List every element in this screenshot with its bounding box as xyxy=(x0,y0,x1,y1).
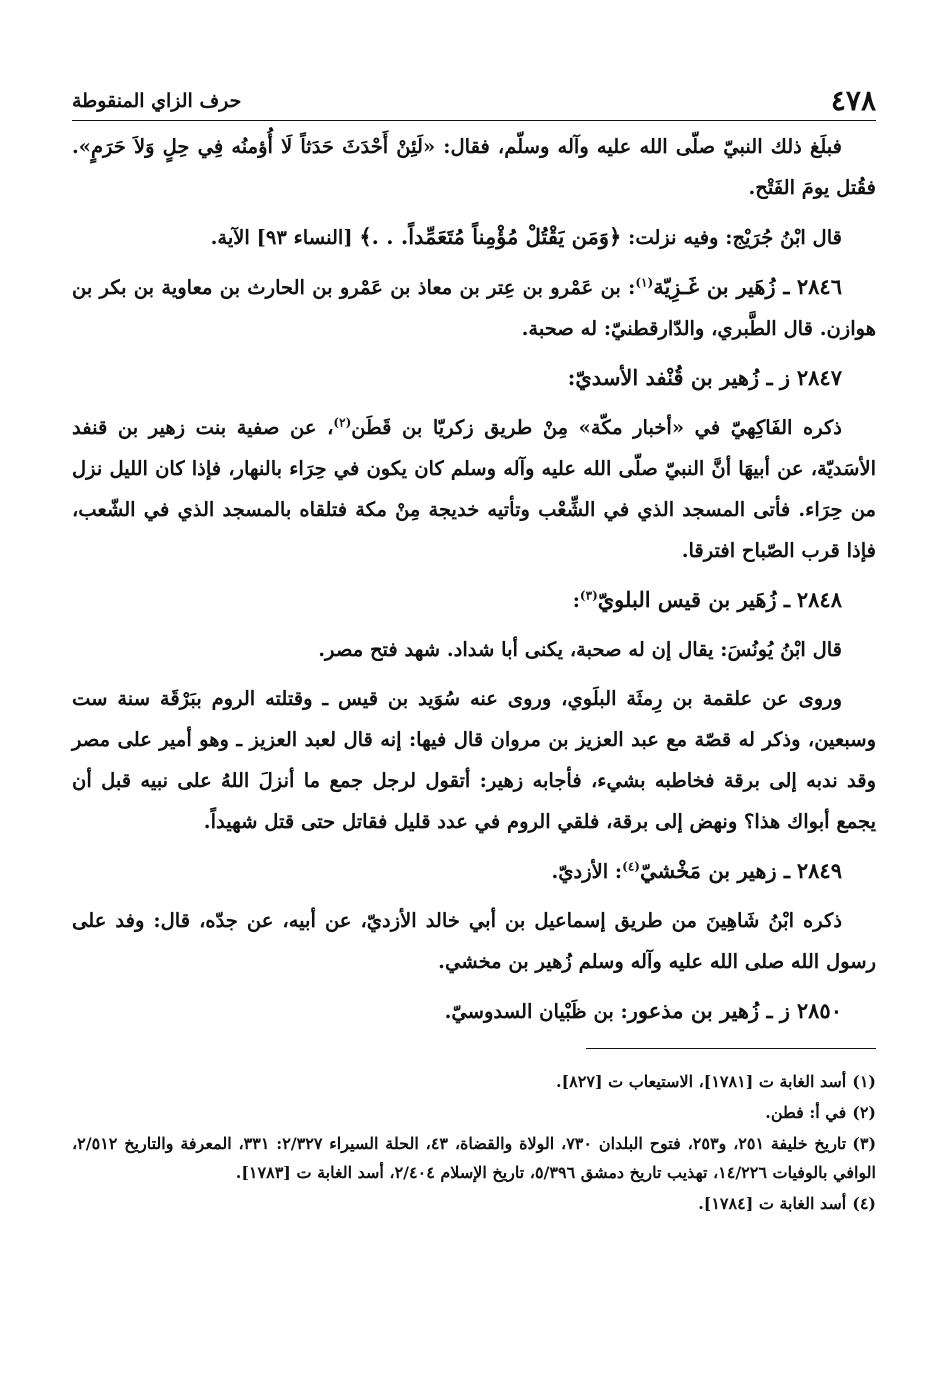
paragraph-2-ref: [النساء ٩٣] الآية. xyxy=(210,226,360,249)
entry-number: ٢٨٥٠ xyxy=(796,998,842,1023)
paragraph-6: ذكره ابْنُ شَاهِينَ من طريق إسماعيل بن أبي خالد الأزديّ، عن أبيه، عن جدّه، قال: وفد على رسول الله صلى الله عليه وآله وسلم زُهير بن مخشي. xyxy=(72,909,876,973)
entry-number: ٢٨٤٧ xyxy=(796,365,842,390)
footnote-1 xyxy=(72,1067,876,1096)
paragraph-3 xyxy=(72,407,876,571)
entry-number: ٢٨٤٦ xyxy=(796,274,842,299)
footnote-ref: (٤) xyxy=(622,859,640,874)
entry-name: ز ـ زُهير بن مذعور xyxy=(627,998,791,1023)
footnote-rule xyxy=(586,1048,876,1049)
entry-2846 xyxy=(72,266,876,349)
running-head: حرف الزاي المنقوطة xyxy=(72,90,242,112)
entry-text: : الأزديّ. xyxy=(551,860,623,883)
entry-2850 xyxy=(72,990,876,1032)
entry-2848 xyxy=(72,579,876,621)
entry-number: ٢٨٤٨ xyxy=(796,587,842,612)
paragraph-3-start: ذكره الفَاكِهيّ في «أخبار مكّة» مِنْ طريق زكريّا بن قَطَن xyxy=(351,416,842,439)
footnotes xyxy=(72,1067,876,1218)
entry-colon: : xyxy=(572,589,580,612)
paragraph-5: وروى عن علقمة بن رِمثَة البلَوي، وروى عنه سُوَيد بن قيس ـ وقتلته الروم ببَرْقَة سنة ست وسبعين، وذكر له قصّة مع عبد العزيز بن مروان قال فيها: إنه قال لعبد العزيز ـ وهو أمير على مصر وقد ندبه إلى برقة فخاطبه بشيء، فأجابه زهير: أتقول لرجل جمع ما أنزلَ اللهُ على نبيه قبل أن يجمع أبواك هذا؟ ونهض إلى برقة، فلقي الروم في عدد قليل فقاتل حتى قتل شهيداً. xyxy=(72,687,876,833)
entry-name: ـ زُهَير بن قيس البلويّ xyxy=(597,587,791,612)
entry-name: ز ـ زُهير بن قُنْفد الأسديّ: xyxy=(567,365,791,390)
entry-name: ـ زهير بن مَخْشيّ xyxy=(639,858,791,883)
document-page xyxy=(72,80,876,1220)
body-text xyxy=(72,126,876,1032)
header-rule xyxy=(72,120,876,121)
paragraph-2-intro: قال ابْنُ جُرَيْج: وفيه نزلت: xyxy=(621,226,842,249)
quran-verse: ﴿وَمَن يَقْتُلْ مُؤْمِناً مُتَعَمِّداً. . .﴾ xyxy=(359,224,622,249)
paragraph-1: فبلَغ ذلك النبيّ صلّى الله عليه وآله وسلّم، فقال: «لَئِنْ أَحْدَثَ حَدَثاً لَا أُؤمنُه فِي حِلٍ وَلاَ حَرَمٍ». فقُتل يومَ الفَتْح. xyxy=(72,135,876,199)
footnote-number: (٤) xyxy=(852,1194,876,1213)
footnote-number: (٢) xyxy=(852,1103,876,1122)
entry-2847 xyxy=(72,357,876,399)
page-number: ٤٧٨ xyxy=(830,84,876,117)
footnote-2 xyxy=(72,1098,876,1127)
paragraph-2 xyxy=(72,216,876,258)
footnote-number: (٣) xyxy=(852,1134,877,1153)
footnote-text: أسد الغابة ت [١٧٨٤]. xyxy=(698,1194,847,1213)
footnote-4 xyxy=(72,1189,876,1218)
footnote-3 xyxy=(72,1129,876,1187)
footnote-ref: (١) xyxy=(635,275,654,290)
footnote-text: في أ: فطن. xyxy=(765,1103,847,1122)
footnote-ref: (٣) xyxy=(579,588,598,603)
entry-text: : بن عَمْرو بن عِتر بن معاذ بن عَمْرو بن الحارث بن معاوية بن بكر بن هوازن. قال الطَّبري، والدّارقطنيّ: له صحبة. xyxy=(72,276,876,340)
paragraph-3-rest: ، عن صفية بنت زهير بن قنفد الأسَديّة، عن أبيهَا أنَّ النبيّ صلّى الله عليه وآله وسلم كان يكون في حِرَاء بالنهار، فإذا كان الليل نزل من حِرَاء. فأتى المسجد الذي في الشِّعْب وتأتيه خديجة مِنْ مكة فتلقاه بالمسجد الذي في الشّعب، فإذا قرب الصّباح افترقا. xyxy=(72,416,876,562)
entry-text: : بن ظَبْيان السدوسيّ. xyxy=(444,1000,628,1023)
page-header xyxy=(72,80,876,126)
entry-2849 xyxy=(72,850,876,892)
footnote-text: أسد الغابة ت [١٧٨١]، الاستيعاب ت [٨٢٧]. xyxy=(556,1072,847,1091)
entry-name: ـ زُهَير بن غَـزِيّة xyxy=(653,274,790,299)
footnote-text: تاريخ خليفة ٢٥١، و٢٥٣، فتوح البلدان ٧٣٠، الولاة والقضاة، ٤٣، الحلة السيراء ٢/٣٢٧: ٣٣١، المعرفة والتاريخ ٢/٥١٢، الوافي بالوفيات ١٤/٢٢٦، تهذيب تاريخ دمشق ٥/٣٩٦، تاريخ الإسلام ٢/٤٠٤، أسد الغابة ت [١٧٨٣]. xyxy=(72,1134,876,1182)
footnote-number: (١) xyxy=(852,1072,876,1091)
footnote-ref: (٢) xyxy=(333,415,352,430)
paragraph-4: قال ابْنُ يُونُسَ: يقال إن له صحبة، يكنى أبا شداد. شهد فتح مصر. xyxy=(318,638,842,661)
entry-number: ٢٨٤٩ xyxy=(796,858,842,883)
